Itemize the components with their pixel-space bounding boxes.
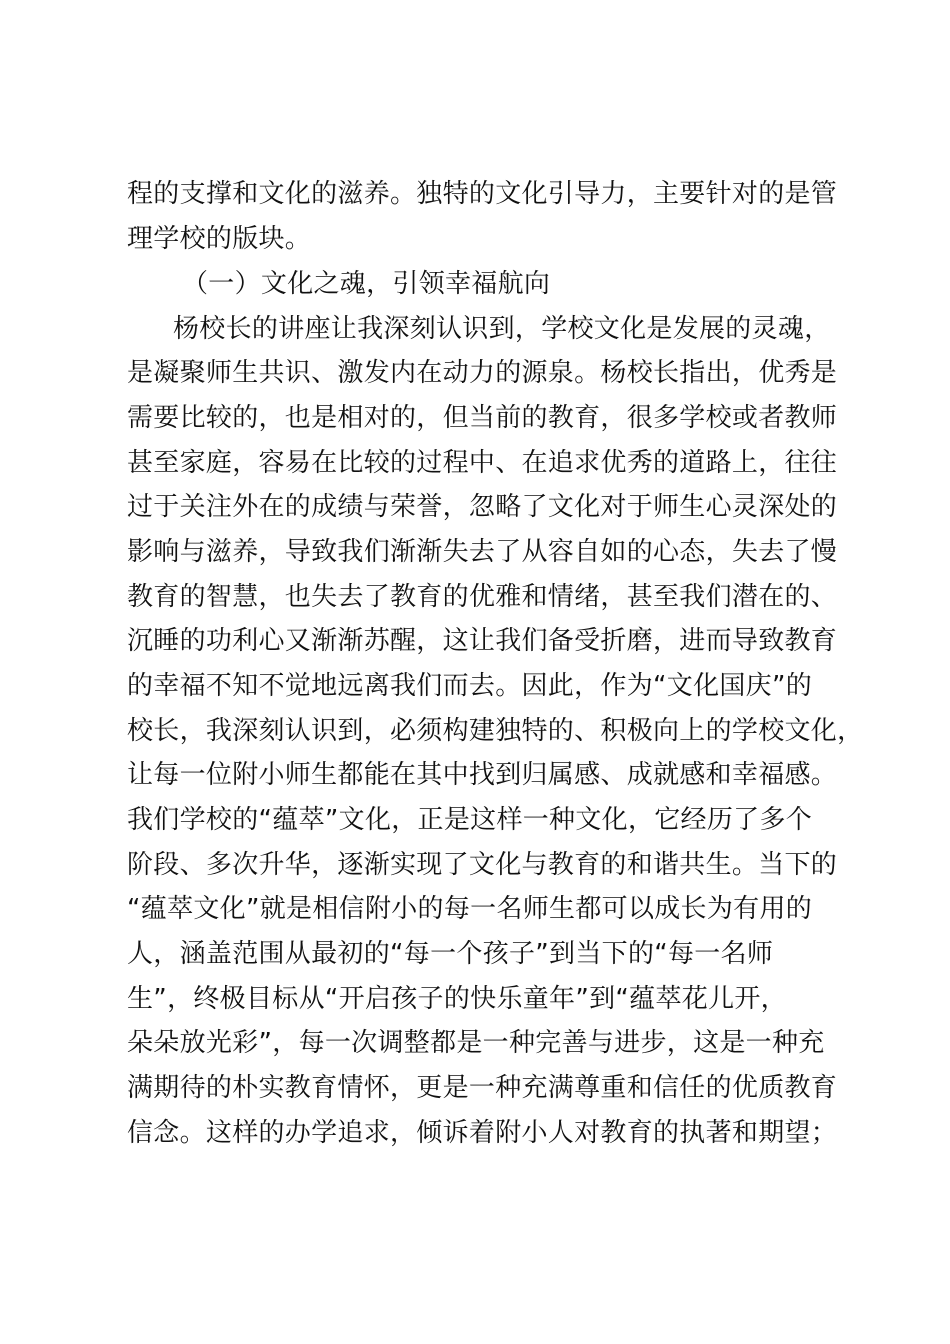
paragraph-line: 沉睡的功利心又渐渐苏醒，这让我们备受折磨，进而导致教育 (127, 626, 838, 656)
paragraph-line: “蕴萃文化”就是相信附小的每一名师生都可以成长为有用的 (127, 894, 813, 924)
paragraph-line: 信念。这样的办学追求，倾诉着附小人对教育的执著和期望； (127, 1118, 838, 1148)
paragraph-line: 甚至家庭，容易在比较的过程中、在追求优秀的道路上，往往 (127, 448, 838, 478)
paragraph-line: 朵朵放光彩”，每一次调整都是一种完善与进步，这是一种充 (127, 1028, 825, 1058)
paragraph-line: 过于关注外在的成绩与荣誉，忽略了文化对于师生心灵深处的 (127, 492, 838, 522)
paragraph-line: 校长，我深刻认识到，必须构建独特的、积极向上的学校文化， (127, 716, 864, 746)
paragraph-line: 我们学校的“蕴萃”文化，正是这样一种文化，它经历了多个 (127, 805, 813, 835)
section-heading: （一）文化之魂，引领幸福航向 (182, 269, 551, 299)
paragraph-line: 程的支撑和文化的滋养。独特的文化引导力，主要针对的是管 (127, 179, 838, 209)
paragraph-line: 理学校的版块。 (127, 224, 312, 254)
paragraph-line: 生”，终极目标从“开启孩子的快乐童年”到“蕴萃花儿开， (127, 984, 787, 1014)
paragraph-line: 满期待的朴实教育情怀，更是一种充满尊重和信任的优质教育 (127, 1073, 838, 1103)
paragraph-line: 阶段、多次升华，逐渐实现了文化与教育的和谐共生。当下的 (127, 850, 838, 880)
paragraph-line: 需要比较的，也是相对的，但当前的教育，很多学校或者教师 (127, 403, 838, 433)
paragraph-line: 人，涵盖范围从最初的“每一个孩子”到当下的“每一名师 (127, 939, 774, 969)
paragraph-line: 的幸福不知不觉地远离我们而去。因此，作为“文化国庆”的 (127, 671, 813, 701)
paragraph-line: 是凝聚师生共识、激发内在动力的源泉。杨校长指出，优秀是 (127, 358, 838, 388)
paragraph-line: 让每一位附小师生都能在其中找到归属感、成就感和幸福感。 (127, 760, 838, 790)
paragraph-line: 教育的智慧，也失去了教育的优雅和情绪，甚至我们潜在的、 (127, 582, 838, 612)
paragraph-line: 杨校长的讲座让我深刻认识到，学校文化是发展的灵魂， (173, 314, 831, 344)
paragraph-line: 影响与滋养，导致我们渐渐失去了从容自如的心态，失去了慢 (127, 537, 838, 567)
